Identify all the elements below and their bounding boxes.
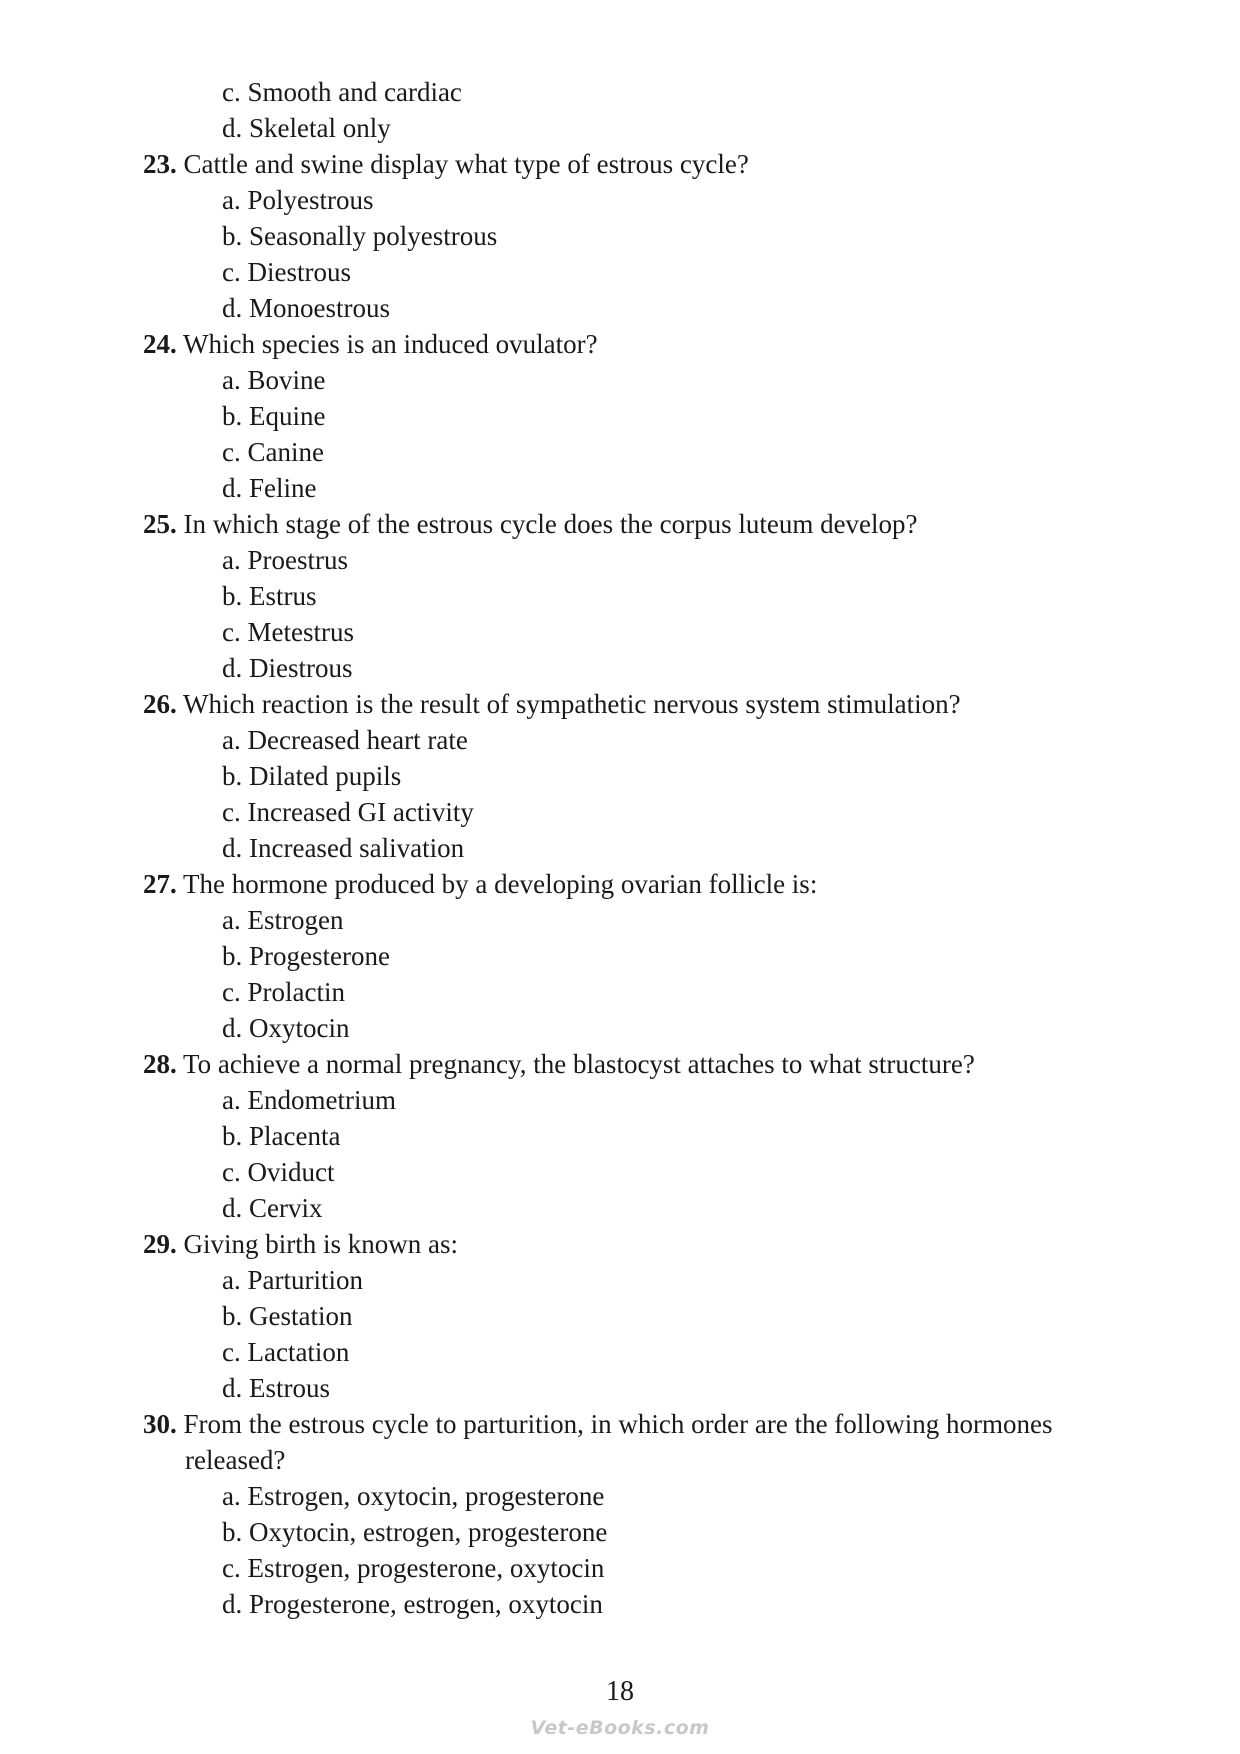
answer-option: b. Placenta [222, 1121, 341, 1151]
answer-option: c. Canine [222, 437, 324, 467]
answer-option: d. Diestrous [222, 653, 353, 683]
question-number: 24. [143, 329, 177, 359]
question-number: 27. [143, 869, 177, 899]
question-line [143, 326, 1143, 362]
quiz-content [143, 74, 1143, 1622]
question-text: To achieve a normal pregnancy, the blastocyst attaches to what structure? [183, 1049, 975, 1079]
question-line [143, 1226, 1143, 1262]
answer-option: b. Equine [222, 401, 326, 431]
question-text: The hormone produced by a developing ovarian follicle is: [183, 869, 818, 899]
question-number: 25. [143, 509, 177, 539]
answer-option: c. Estrogen, progesterone, oxytocin [222, 1553, 605, 1583]
answer-option: d. Progesterone, estrogen, oxytocin [222, 1589, 603, 1619]
answer-option: d. Estrous [222, 1373, 330, 1403]
answer-option: c. Prolactin [222, 977, 345, 1007]
question-line [143, 506, 1143, 542]
answer-option: c. Metestrus [222, 617, 354, 647]
question-text: From the estrous cycle to parturition, in which order are the following hormones [183, 1409, 1053, 1439]
answer-option: a. Proestrus [222, 545, 348, 575]
answer-option: b. Gestation [222, 1301, 353, 1331]
answer-option: d. Skeletal only [222, 113, 391, 143]
page-number: 18 [606, 1676, 634, 1707]
question-line [143, 146, 1143, 182]
answer-option: d. Cervix [222, 1193, 323, 1223]
question-text-continued: released? [185, 1445, 286, 1475]
answer-option: d. Increased salivation [222, 833, 465, 863]
watermark-logo: Vet-eBooks.com [530, 1717, 710, 1739]
question-line [143, 1046, 1143, 1082]
answer-option: d. Monoestrous [222, 293, 390, 323]
answer-option: a. Parturition [222, 1265, 363, 1295]
answer-option: b. Oxytocin, estrogen, progesterone [222, 1517, 608, 1547]
answer-option: a. Endometrium [222, 1085, 396, 1115]
question-line [143, 1406, 1143, 1442]
answer-option: c. Increased GI activity [222, 797, 474, 827]
answer-option: a. Estrogen [222, 905, 344, 935]
question-text: In which stage of the estrous cycle does the corpus luteum develop? [183, 509, 918, 539]
question-number: 23. [143, 149, 177, 179]
answer-option: a. Estrogen, oxytocin, progesterone [222, 1481, 605, 1511]
answer-option: c. Smooth and cardiac [222, 77, 462, 107]
answer-option: b. Seasonally polyestrous [222, 221, 498, 251]
answer-option: c. Oviduct [222, 1157, 335, 1187]
answer-option: d. Feline [222, 473, 317, 503]
question-number: 26. [143, 689, 177, 719]
question-text: Cattle and swine display what type of estrous cycle? [183, 149, 749, 179]
question-text: Which reaction is the result of sympathetic nervous system stimulation? [183, 689, 961, 719]
question-number: 30. [143, 1409, 177, 1439]
question-number: 28. [143, 1049, 177, 1079]
answer-option: a. Decreased heart rate [222, 725, 468, 755]
answer-option: a. Polyestrous [222, 185, 374, 215]
question-text: Giving birth is known as: [183, 1229, 458, 1259]
question-line [143, 866, 1143, 902]
answer-option: b. Progesterone [222, 941, 390, 971]
question-number: 29. [143, 1229, 177, 1259]
answer-option: a. Bovine [222, 365, 326, 395]
answer-option: b. Estrus [222, 581, 317, 611]
answer-option: b. Dilated pupils [222, 761, 402, 791]
answer-option: d. Oxytocin [222, 1013, 350, 1043]
question-line [143, 686, 1143, 722]
answer-option: c. Diestrous [222, 257, 351, 287]
question-text: Which species is an induced ovulator? [183, 329, 598, 359]
answer-option: c. Lactation [222, 1337, 350, 1367]
